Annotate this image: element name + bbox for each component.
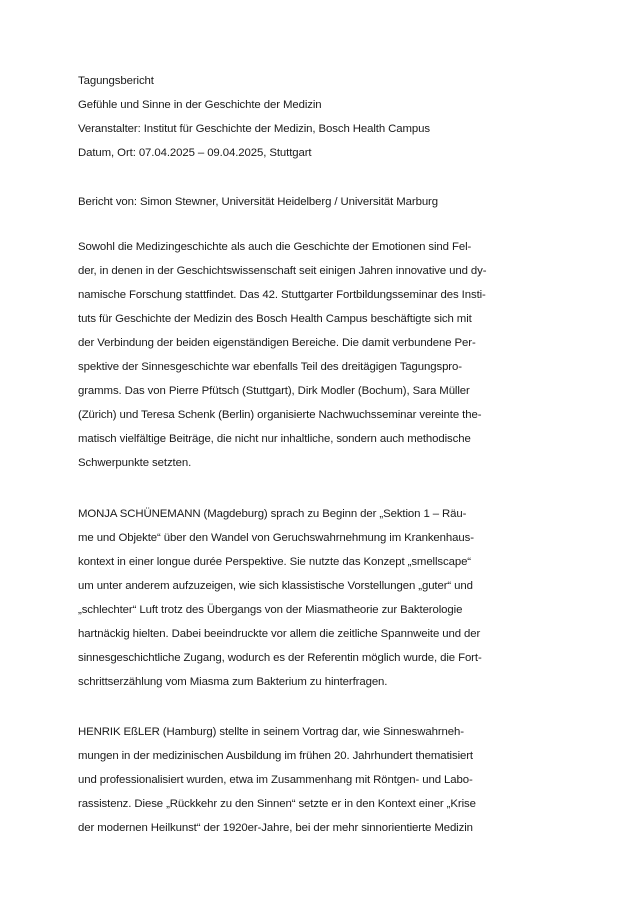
text-line: „schlechter“ Luft trotz des Übergangs von der Miasmatheorie zur Bakterologie: [78, 604, 463, 616]
text-line: und professionalisiert wurden, etwa im Zusammenhang mit Röntgen- und Labo-: [78, 774, 473, 786]
text-line: der modernen Heilkunst“ der 1920er-Jahre, bei der mehr sinnorientierte Medizin: [78, 822, 473, 834]
text-line: me und Objekte“ über den Wandel von Geruchswahrnehmung im Krankenhaus-: [78, 532, 474, 544]
text-line: sinnesgeschichtliche Zugang, wodurch es der Referentin möglich wurde, die Fort-: [78, 652, 482, 664]
text-line: hartnäckig hielten. Dabei beeindruckte vor allem die zeitliche Spannweite und der: [78, 628, 481, 640]
text-line: spektive der Sinnesgeschichte war ebenfalls Teil des dreitägigen Tagungspro-: [78, 361, 462, 373]
text-line: MONJA SCHÜNEMANN (Magdeburg) sprach zu Beginn der „Sektion 1 – Räu-: [78, 508, 467, 520]
text-line: gramms. Das von Pierre Pfütsch (Stuttgart), Dirk Modler (Bochum), Sara Müller: [78, 385, 470, 397]
paragraph-essler: [78, 720, 568, 840]
text-line: der Verbindung der beiden eigenständigen Bereiche. Die damit verbundene Per-: [78, 337, 476, 349]
text-line: rassistenz. Diese „Rückkehr zu den Sinnen“ setzte er in den Kontext einer „Krise: [78, 798, 476, 810]
paragraph-intro: [78, 235, 568, 475]
text-line: mungen in der medizinischen Ausbildung im frühen 20. Jahrhundert thematisiert: [78, 750, 473, 762]
text-line: matisch vielfältige Beiträge, die nicht nur inhaltliche, sondern auch methodische: [78, 433, 471, 445]
text-line: um unter anderem aufzuzeigen, wie sich klassistische Vorstellungen „guter“ und: [78, 580, 473, 592]
text-line: (Zürich) und Teresa Schenk (Berlin) organisierte Nachwuchsseminar vereinte the-: [78, 409, 482, 421]
organizer-line: Veranstalter: Institut für Geschichte der Medizin, Bosch Health Campus: [78, 123, 430, 135]
text-line: kontext in einer longue durée Perspektive. Sie nutzte das Konzept „smellscape“: [78, 556, 471, 568]
doc-type: Tagungsbericht: [78, 75, 154, 87]
text-line: HENRIK EßLER (Hamburg) stellte in seinem Vortrag dar, wie Sinneswahrneh-: [78, 726, 464, 738]
text-line: Sowohl die Medizingeschichte als auch die Geschichte der Emotionen sind Fel-: [78, 241, 472, 253]
report-title: Gefühle und Sinne in der Geschichte der Medizin: [78, 99, 322, 111]
text-line: tuts für Geschichte der Medizin des Bosch Health Campus beschäftigte sich mit: [78, 313, 472, 325]
report-header: [78, 69, 568, 165]
text-line: Schwerpunkte setzten.: [78, 457, 192, 469]
text-line: namische Forschung stattfindet. Das 42. Stuttgarter Fortbildungsseminar des Insti-: [78, 289, 486, 301]
text-line: schrittserzählung vom Miasma zum Bakterium zu hinterfragen.: [78, 676, 388, 688]
paragraph-schuenemann: [78, 502, 568, 694]
text-line: der, in denen in der Geschichtswissenschaft seit einigen Jahren innovative und dy-: [78, 265, 487, 277]
date-place-line: Datum, Ort: 07.04.2025 – 09.04.2025, Stuttgart: [78, 147, 312, 159]
author-line: Bericht von: Simon Stewner, Universität Heidelberg / Universität Marburg: [78, 196, 438, 208]
